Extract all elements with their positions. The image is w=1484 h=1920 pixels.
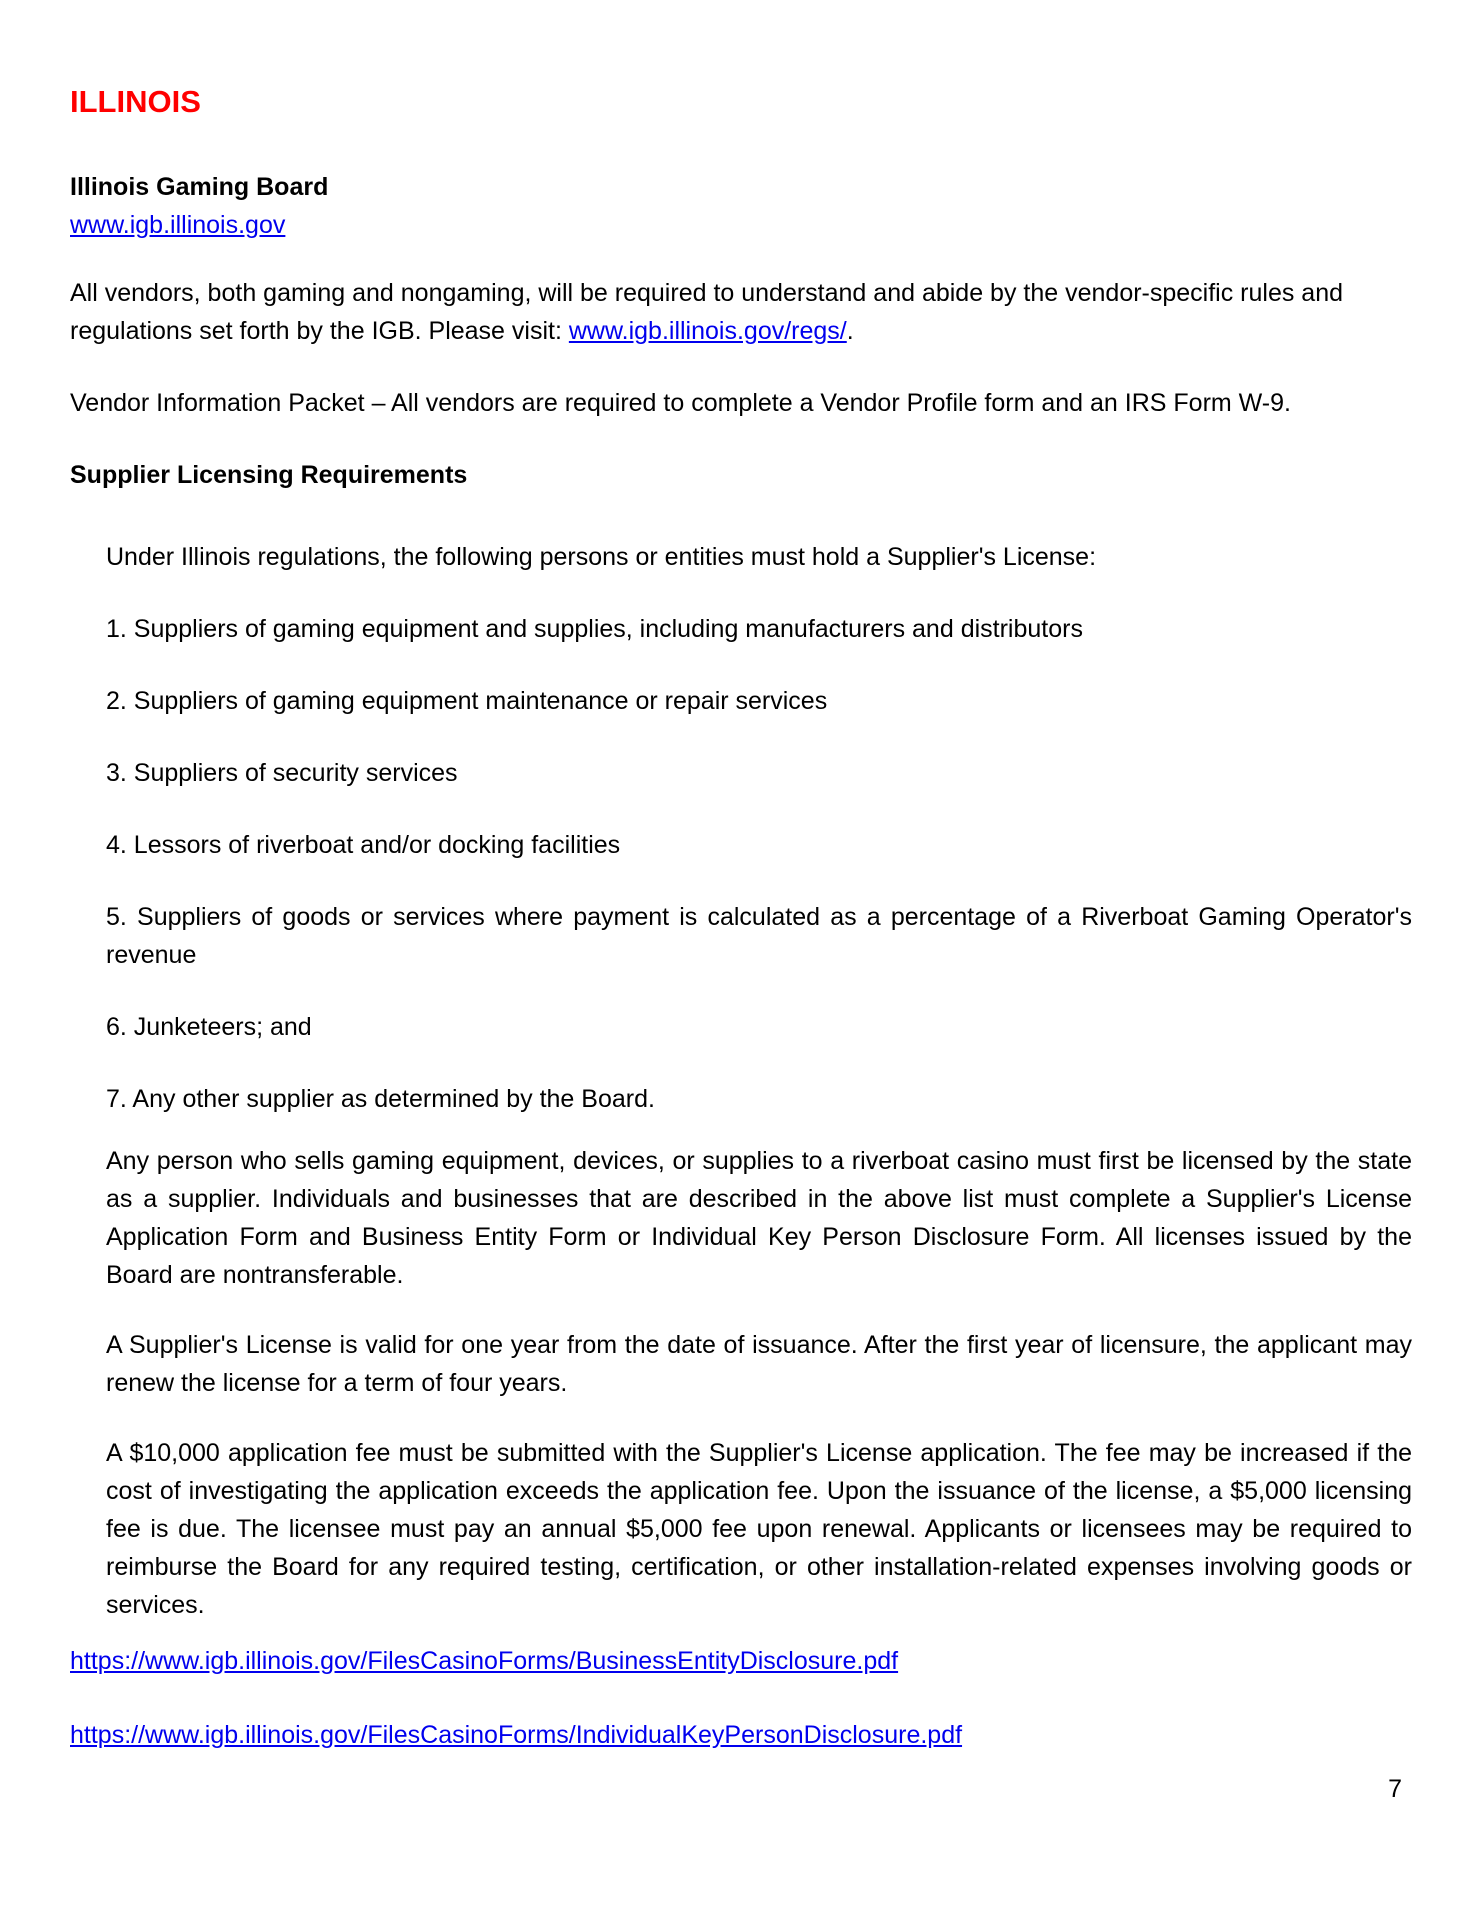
list-item: 1. Suppliers of gaming equipment and supplies, including manufacturers and distributors xyxy=(106,615,1083,643)
individual-key-person-disclosure-link[interactable]: https://www.igb.illinois.gov/FilesCasinoForms/IndividualKeyPersonDisclosure.pdf xyxy=(70,1721,963,1749)
agency-website-row xyxy=(70,206,1412,244)
list-item: 2. Suppliers of gaming equipment maintenance or repair services xyxy=(106,687,828,715)
section-heading: Supplier Licensing Requirements xyxy=(70,461,468,489)
business-entity-disclosure-link[interactable]: https://www.igb.illinois.gov/FilesCasinoForms/BusinessEntityDisclosure.pdf xyxy=(70,1647,899,1675)
list-item: 7. Any other supplier as determined by the Board. xyxy=(106,1085,655,1113)
section-intro: Under Illinois regulations, the following persons or entities must hold a Supplier's License: xyxy=(106,543,1097,571)
agency-name: Illinois Gaming Board xyxy=(70,173,329,201)
page-number: 7 xyxy=(1388,1775,1402,1803)
regs-inline-link[interactable]: www.igb.illinois.gov/regs/ xyxy=(568,317,847,345)
list-item: 6. Junketeers; and xyxy=(106,1013,312,1041)
vendors-paragraph xyxy=(70,274,1412,350)
form-link-row xyxy=(70,1716,1412,1754)
body-paragraph: A $10,000 application fee must be submitted with the Supplier's License application. The fee may be increased if the cost of investigating the application exceeds the application fee. Upon the issuance of the license, a $5,000 licensing fee is due. The licensee must pay an annual $5,000 fee upon renewal. Applicants or licensees may be required to reimburse the Board for any required testing, certification, or other installation-related expenses involving goods or services. xyxy=(106,1439,1412,1619)
form-link-row xyxy=(70,1642,1412,1680)
vendors-paragraph-period: . xyxy=(846,317,854,345)
vendors-paragraph-text: All vendors, both gaming and nongaming, will be required to understand and abide by the vendor-specific rules and regulations set forth by the IGB. Please visit: xyxy=(70,279,1344,345)
agency-website-link[interactable]: www.igb.illinois.gov xyxy=(70,211,286,239)
list-item: 4. Lessors of riverboat and/or docking facilities xyxy=(106,831,621,859)
vendor-packet-paragraph: Vendor Information Packet – All vendors are required to complete a Vendor Profile form and an IRS Form W-9. xyxy=(70,389,1291,417)
list-item: 5. Suppliers of goods or services where payment is calculated as a percentage of a Riverboat Gaming Operator's revenue xyxy=(106,903,1412,969)
list-item: 3. Suppliers of security services xyxy=(106,759,458,787)
body-paragraph: Any person who sells gaming equipment, devices, or supplies to a riverboat casino must first be licensed by the state as a supplier. Individuals and businesses that are described in the above list must complete a Supplier's License Application Form and Business Entity Form or Individual Key Person Disclosure Form. All licenses issued by the Board are nontransferable. xyxy=(106,1147,1412,1289)
agency-block xyxy=(70,168,1412,244)
body-paragraph: A Supplier's License is valid for one year from the date of issuance. After the first year of licensure, the applicant may renew the license for a term of four years. xyxy=(106,1331,1412,1397)
state-title-heading: ILLINOIS xyxy=(70,84,201,119)
